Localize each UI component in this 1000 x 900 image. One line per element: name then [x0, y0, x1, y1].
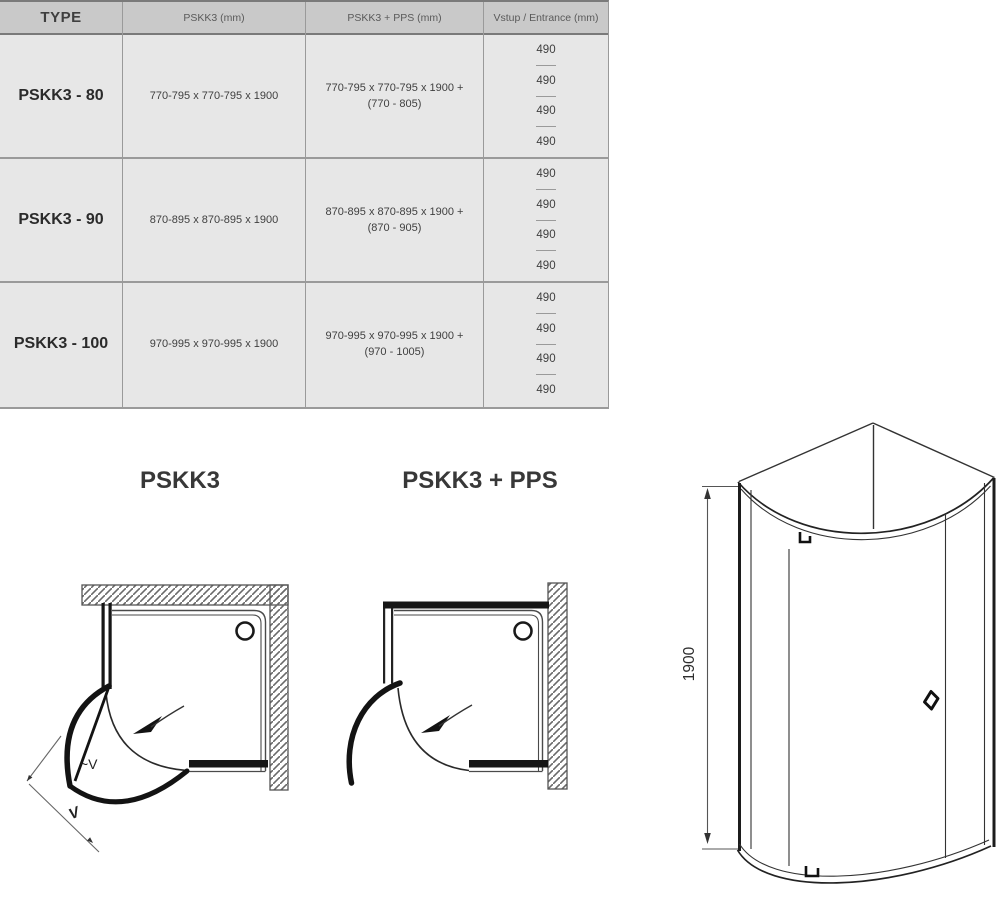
floor-plan-pskk3-pps [330, 555, 590, 885]
table-row-pskk3-90 [0, 159, 608, 283]
type-cell: PSKK3 - 90 [18, 211, 104, 228]
table-row-pskk3-100 [0, 283, 608, 405]
pskk3-pps-dims-line2: (870 - 905) [367, 222, 422, 234]
direction-arrow-tail [439, 705, 472, 726]
column-header-pskk3-pps: PSKK3 + PPS (mm) [347, 11, 442, 24]
pskk3-dims-cell: 770-795 x 770-795 x 1900 [149, 90, 279, 102]
wall-top [82, 585, 288, 605]
table-body [0, 35, 608, 405]
type-cell: PSKK3 - 100 [13, 335, 109, 352]
height-dim-label: 1900 [681, 646, 698, 682]
entrance-cell [484, 35, 608, 157]
top-bracket [800, 532, 810, 542]
entrance-value: 490 [536, 260, 556, 273]
spec-table [0, 0, 609, 409]
wall-right [548, 583, 567, 789]
pskk3-pps-dims-line1: 770-795 x 770-795 x 1900 + [325, 82, 464, 94]
entrance-dim-line [27, 736, 61, 781]
entrance-value: 490 [536, 221, 555, 252]
direction-arrow-icon [133, 716, 162, 734]
entrance-marker-label: ~V [80, 756, 98, 772]
door-open-arc [349, 683, 400, 783]
pskk3-dims-cell: 870-895 x 870-895 x 1900 [149, 214, 279, 226]
entrance-cell [484, 159, 608, 281]
door-handle [925, 692, 939, 710]
entrance-value: 490 [536, 314, 555, 345]
floor-plan-pskk3 [0, 555, 310, 885]
pskk3-pps-dims-cell [306, 159, 483, 281]
table-row-pskk3-80 [0, 35, 608, 159]
drain-circle [237, 623, 254, 640]
entrance-value: 490 [536, 190, 555, 221]
fixed-panel-bottom [189, 760, 268, 768]
fixed-panel-bottom [469, 760, 548, 768]
entrance-value: 490 [536, 35, 555, 66]
column-header-type: TYPE [40, 9, 82, 26]
top-edge-right [873, 423, 995, 478]
fixed-panel-left [391, 609, 393, 684]
dim-arrowhead [704, 488, 711, 499]
pskk3-pps-dims-cell [306, 283, 483, 405]
pskk3-pps-dims-line1: 870-895 x 870-895 x 1900 + [325, 206, 464, 218]
entrance-value: 490 [536, 384, 556, 397]
dim-arrowhead [27, 775, 32, 781]
elevation-drawing [660, 408, 1000, 900]
fixed-panel-left [102, 603, 105, 689]
bottom-rim-outer [738, 846, 992, 883]
bottom-rim-inner [740, 840, 990, 876]
fixed-panel-left [109, 603, 112, 689]
pps-fixed-wall [383, 602, 549, 609]
table-header-row [0, 2, 608, 35]
fixed-panel-left [383, 609, 385, 684]
dim-arrowhead [87, 837, 93, 843]
pskk3-pps-dims-cell [306, 35, 483, 157]
entrance-value: 490 [536, 283, 555, 314]
wall-right [270, 585, 288, 790]
pskk3-dims-cell: 970-995 x 970-995 x 1900 [149, 338, 279, 350]
pskk3-pps-dims-line2: (770 - 805) [367, 98, 422, 110]
pskk3-pps-dims-line1: 970-995 x 970-995 x 1900 + [325, 330, 464, 342]
entrance-value: 490 [536, 66, 555, 97]
dim-arrowhead [704, 833, 711, 844]
front-rim-outer [738, 478, 994, 533]
type-cell: PSKK3 - 80 [18, 87, 104, 104]
drain-circle [515, 623, 532, 640]
pskk3-pps-dims-line2: (970 - 1005) [364, 346, 425, 358]
column-header-pskk3: PSKK3 (mm) [183, 11, 245, 24]
door-swing-arc [70, 771, 187, 802]
column-header-entrance: Vstup / Entrance (mm) [493, 11, 599, 24]
entrance-cell [484, 283, 608, 405]
plan-left-title: PSKK3 [139, 467, 221, 494]
direction-arrow-tail [151, 706, 184, 727]
entrance-value: 490 [536, 136, 556, 149]
entrance-arrow-label: V [66, 803, 82, 824]
entrance-value: 490 [536, 345, 555, 376]
entrance-value: 490 [536, 97, 555, 128]
direction-arrow-icon [421, 715, 450, 733]
plan-right-title: PSKK3 + PPS [402, 467, 558, 494]
bottom-bracket [806, 866, 818, 876]
top-edge-left [739, 423, 873, 482]
entrance-value: 490 [536, 159, 555, 190]
